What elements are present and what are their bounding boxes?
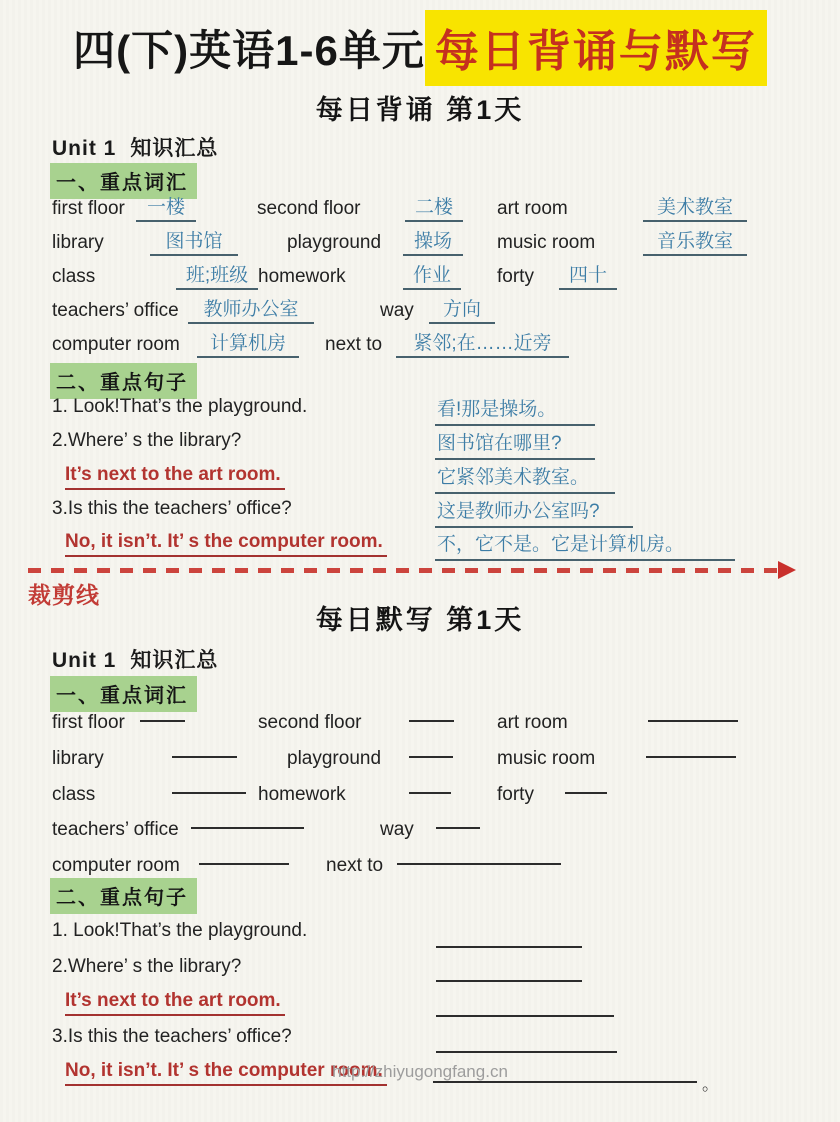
vocab-label: way [380,300,414,321]
vocab-answer: 图书馆 [150,230,238,256]
vocab-answer: 作业 [403,264,461,290]
answer-blank [409,736,453,758]
answer-blank [646,736,736,758]
vocab-label: first floor [52,712,125,733]
answer-blank [172,736,237,758]
vocab-answer: 方向 [429,298,495,324]
vocab-label: next to [325,334,383,355]
cut-line-arrow-icon [778,561,796,579]
vocab-label: next to [326,855,384,876]
dictation-unit-title [52,644,218,674]
cut-dashed-line [28,568,780,573]
answer-blank [172,772,246,794]
sentence-zh: 不，它不是。它是计算机房。 [435,529,735,561]
vocab-label: playground [287,748,382,769]
unit-subtitle: 知识汇总 [130,649,219,672]
vocab-label: forty [497,784,534,805]
vocab-label: computer room [52,855,180,876]
vocab-label: computer room [52,334,180,355]
answer-blank [409,700,454,722]
answer-blank [397,843,561,865]
vocab-answer: 教师办公室 [188,298,314,324]
sentence-en-answer: It’s next to the art room. [65,990,285,1016]
dictation-vocab-header: 一、重点词汇 [50,676,197,712]
sentence-blank [436,1031,617,1053]
vocab-answer: 美术教室 [643,196,747,222]
vocab-answer: 计算机房 [197,332,299,358]
period-mark: 。 [702,1075,719,1094]
vocab-label: homework [258,784,346,805]
answer-blank [140,700,185,722]
backing-unit-title [52,132,218,162]
sentence-en: 1. Look!That’s the playground. [52,396,308,417]
vocab-label: second floor [258,712,362,733]
answer-blank [191,807,304,829]
backing-vocab-header: 一、重点词汇 [50,163,197,199]
answer-blank [648,700,738,722]
vocab-answer: 四十 [559,264,617,290]
vocab-answer: 二楼 [405,196,463,222]
answer-blank [199,843,289,865]
sentence-en: 3.Is this the teachers’ office? [52,1026,292,1047]
vocab-answer: 操场 [403,230,463,256]
sentence-en-answer: No, it isn’t. It’ s the computer room. [65,531,387,557]
vocab-label: class [52,266,96,287]
vocab-label: art room [497,712,568,733]
sentence-blank [436,960,582,982]
sentence-zh: 它紧邻美术教室。 [435,462,615,494]
dictation-section-title: 每日默写 第1天 [315,605,525,635]
sentence-en: 3.Is this the teachers’ office? [52,498,292,519]
unit-subtitle: 知识汇总 [130,137,219,160]
vocab-label: library [52,232,104,253]
backing-section-title: 每日背诵 第1天 [315,95,525,125]
cut-line-label: 裁剪线 [28,582,100,608]
vocab-label: forty [497,266,534,287]
sentence-en: 1. Look!That’s the playground. [52,920,308,941]
vocab-label: library [52,748,104,769]
backing-sentence-header: 二、重点句子 [50,363,197,399]
vocab-label: music room [497,232,596,253]
sentence-blank [436,926,582,948]
sentence-zh: 这是教师办公室吗? [435,496,633,528]
unit-number: Unit 1 [52,137,117,160]
answer-blank [436,807,480,829]
sentence-zh: 图书馆在哪里? [435,428,595,460]
watermark: http://zhiyugongfang.cn [332,1062,508,1081]
main-title [0,10,840,86]
vocab-label: homework [258,266,346,287]
vocab-label: art room [497,198,568,219]
sentence-blank [436,995,614,1017]
vocab-answer: 一楼 [136,196,196,222]
sentence-en-answer: It’s next to the art room. [65,464,285,490]
vocab-label: way [380,819,414,840]
main-title-highlight: 每日背诵与默写 [425,10,767,86]
vocab-answer: 紧邻;在……近旁 [396,332,569,358]
answer-blank [565,772,607,794]
vocab-label: second floor [257,198,361,219]
sentence-en-answer: No, it isn’t. It’ s the computer room. [65,1060,387,1086]
vocab-label: teachers’ office [52,300,179,321]
answer-blank [409,772,451,794]
sentence-zh: 看!那是操场。 [435,394,595,426]
main-title-black: 四(下)英语1-6单元 [73,27,425,74]
sentence-en: 2.Where’ s the library? [52,956,242,977]
vocab-label: teachers’ office [52,819,179,840]
vocab-answer: 音乐教室 [643,230,747,256]
vocab-answer: 班;班级 [176,264,258,290]
vocab-label: first floor [52,198,125,219]
vocab-label: music room [497,748,596,769]
vocab-label: playground [287,232,382,253]
vocab-label: class [52,784,96,805]
sentence-en: 2.Where’ s the library? [52,430,242,451]
dictation-sentence-header: 二、重点句子 [50,878,197,914]
unit-number: Unit 1 [52,649,117,672]
